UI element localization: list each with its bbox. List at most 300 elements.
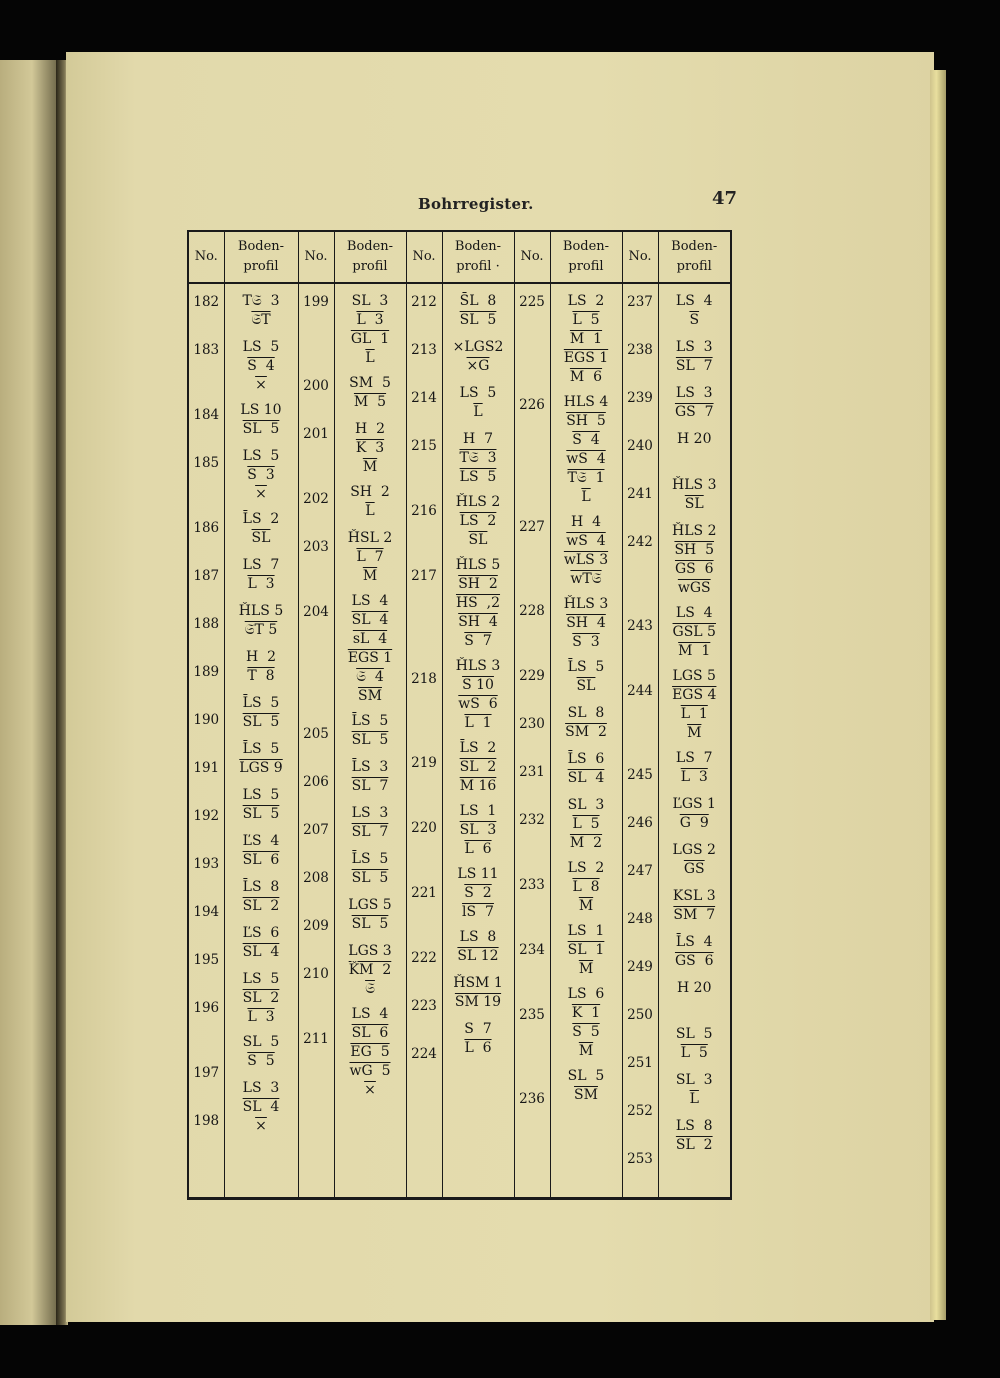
profile-layer: SL 5 [242, 1034, 280, 1050]
boring-number: 182 [193, 294, 220, 310]
profile-layer: GSL 5 [672, 624, 716, 640]
profile-layer: $\overline{M}$ [687, 725, 702, 741]
soil-profile [335, 374, 406, 420]
soil-profile [225, 832, 298, 878]
profile-layer: LGS 3 [348, 943, 392, 959]
profile-layer: LS 5 [242, 448, 280, 464]
profile-layer: LGS 5 [672, 668, 716, 684]
soil-profile [335, 529, 406, 592]
profile-layer: L 5 [680, 1045, 708, 1061]
boring-number: 251 [627, 1055, 653, 1071]
profile-layer: K 1 [571, 1005, 601, 1021]
profile-layer: $\overline{M}$ [578, 1043, 594, 1059]
boring-number: 247 [627, 863, 653, 879]
profile-layer: H 20 [677, 980, 712, 996]
boring-number: 200 [303, 378, 329, 394]
profile-layer: × [364, 1082, 376, 1098]
boring-number: 244 [627, 683, 653, 699]
column-header-no: No. [298, 231, 334, 283]
boring-number: 239 [627, 390, 653, 406]
profile-layer: × [255, 486, 267, 502]
profile-layer: M 16 [459, 778, 497, 794]
profile-layer: S 7 [464, 633, 492, 649]
boring-number: 243 [627, 618, 653, 634]
profile-layer: ǨM 2 [348, 962, 392, 978]
soil-profile [443, 739, 514, 802]
page-number: 47 [712, 188, 738, 209]
boring-number: 220 [411, 820, 437, 836]
soil-profile [335, 850, 406, 896]
soil-profile [443, 865, 514, 928]
soil-profile [225, 556, 298, 602]
profile-layer: wT𝔖 [570, 571, 602, 587]
soil-profile [335, 712, 406, 758]
number-column [298, 283, 334, 1199]
profile-layer: L 5 [572, 312, 600, 328]
boring-number: 240 [627, 438, 653, 454]
boring-number: 235 [519, 1007, 545, 1023]
profile-layer: ȞLS 3 [455, 658, 501, 674]
profile-layer: wS 4 [566, 533, 606, 549]
soil-profile [443, 292, 514, 338]
profile-layer: GL 1 [350, 331, 390, 347]
boring-number: 207 [303, 822, 329, 838]
column-header-bodenprofil: Boden- profil [334, 231, 406, 283]
soil-profile [551, 595, 622, 658]
boring-number: 245 [627, 767, 653, 783]
profile-layer: T𝔖 1 [567, 470, 605, 486]
profile-layer: 𝔖 4 [356, 669, 384, 685]
profile-layer: SL 2 [459, 759, 497, 775]
boring-number: 236 [519, 1091, 545, 1107]
boring-number: 221 [411, 885, 437, 901]
boring-number: 193 [193, 856, 220, 872]
profile-layer: S 4 [572, 432, 600, 448]
profile-layer: SL 5 [242, 806, 280, 822]
soil-profile [659, 667, 731, 749]
profile-layer: LS 3 [675, 339, 713, 355]
profile-layer: LS 7 [675, 750, 713, 766]
profile-layer: S 2 [464, 885, 492, 901]
profile-layer: ×G [466, 358, 490, 374]
profile-layer: HLS 4 [563, 394, 609, 410]
profile-layer: $\overline{M}$ [578, 898, 594, 914]
profile-layer: S 3 [572, 634, 600, 650]
soil-profile [335, 292, 406, 374]
number-column [514, 283, 550, 1199]
soil-profile [551, 859, 622, 922]
profile-layer: LS 5 [242, 339, 280, 355]
profile-layer: LS 4 [351, 1006, 389, 1022]
profile-layer: SH 2 [350, 484, 390, 500]
profile-layer: ȞSM 1 [453, 975, 503, 991]
profile-layer: KSL 3 [672, 888, 716, 904]
boring-number: 204 [303, 604, 329, 620]
profile-layer: LS 6 [567, 986, 605, 1002]
profile-layer: GS 6 [674, 953, 714, 969]
boring-number: 190 [193, 712, 220, 728]
boring-number: 208 [303, 870, 329, 886]
boring-number: 242 [627, 534, 653, 550]
soil-profile [551, 796, 622, 859]
soil-profile [443, 493, 514, 556]
profile-layer: SL 2 [675, 1137, 713, 1153]
profile-layer: S 7 [464, 1021, 492, 1037]
profile-layer: SL 7 [351, 778, 389, 794]
soil-profile [659, 338, 731, 384]
profile-layer: SL 4 [351, 612, 389, 628]
profile-layer: SL 5 [459, 312, 497, 328]
soil-profile [335, 483, 406, 529]
profile-layer: L̄S 3 [351, 759, 389, 775]
profile-layer: SL 2 [242, 898, 280, 914]
profile-layer: M 2 [569, 835, 603, 851]
boring-number: 222 [411, 950, 437, 966]
boring-number: 194 [193, 904, 220, 920]
profile-layer: S 5 [247, 1053, 275, 1069]
boring-number: 213 [411, 342, 437, 358]
profile-layer: SL 6 [351, 1025, 389, 1041]
profile-layer: SL 3 [675, 1072, 713, 1088]
soil-profile [551, 922, 622, 985]
soil-profile [443, 657, 514, 739]
profile-layer: LS 10 [240, 402, 282, 418]
profile-layer: T𝔖 3 [459, 450, 497, 466]
boring-number: 187 [193, 568, 220, 584]
profile-layer: LGS 2 [672, 842, 716, 858]
column-header-no: No. [406, 231, 442, 283]
boring-number: 224 [411, 1046, 437, 1062]
profile-layer: ȞLS 5 [238, 603, 284, 619]
soil-profile [659, 476, 731, 522]
boring-number: 195 [193, 952, 220, 968]
soil-profile [659, 430, 731, 476]
profile-layer: SL 5 [242, 421, 280, 437]
profile-layer: H 7 [462, 431, 494, 447]
boring-number: 232 [519, 812, 545, 828]
soil-profile [659, 604, 731, 667]
soil-profile [551, 1067, 622, 1113]
profile-layer: L 3 [247, 576, 275, 592]
column-header-bodenprofil: Boden- profil · [442, 231, 514, 283]
profile-layer: wS 4 [566, 451, 606, 467]
profile-layer: SL 4 [242, 944, 280, 960]
profile-layer: L 7 [356, 549, 384, 565]
profile-layer: LS 1 [567, 923, 605, 939]
profile-column [550, 283, 622, 1199]
soil-profile [335, 942, 406, 1005]
profile-layer: LGS 9 [239, 760, 283, 776]
profile-layer: 𝔖T [251, 312, 271, 328]
profile-layer: SH 4 [566, 615, 606, 631]
soil-profile [225, 924, 298, 970]
soil-profile [551, 658, 622, 704]
soil-profile [443, 1020, 514, 1066]
profile-layer: SL 12 [457, 948, 499, 964]
soil-profile [335, 1005, 406, 1106]
soil-profile [659, 292, 731, 338]
soil-profile [551, 704, 622, 750]
left-page-edge [0, 60, 58, 1325]
soil-profile [335, 420, 406, 483]
profile-layer: SL 5 [242, 714, 280, 730]
profile-layer: L̄S 2 [242, 511, 280, 527]
profile-layer: SL 5 [351, 870, 389, 886]
profile-layer: ĽS 6 [242, 925, 280, 941]
boring-number: 237 [627, 294, 653, 310]
profile-layer: GS 6 [674, 561, 714, 577]
boring-number: 192 [193, 808, 220, 824]
bohrregister-table [187, 230, 732, 1200]
profile-layer: $\overline{SL}$ [576, 678, 596, 694]
soil-profile [551, 513, 622, 595]
profile-layer: LS 1 [459, 803, 497, 819]
boring-number: 230 [519, 716, 545, 732]
profile-layer: $\overline{L}$ [365, 503, 375, 519]
boring-number: 252 [627, 1103, 653, 1119]
profile-layer: × [255, 1118, 267, 1134]
profile-layer: SL 5 [567, 1068, 605, 1084]
boring-number: 189 [193, 664, 220, 680]
running-header: Bohrregister. [418, 195, 534, 213]
profile-layer: SL 2 [242, 990, 280, 1006]
profile-layer: ȞLS 3 [563, 596, 609, 612]
profile-layer: LS 5 [242, 787, 280, 803]
soil-profile [443, 928, 514, 974]
profile-layer: S̄L 8 [459, 293, 497, 309]
soil-profile [551, 985, 622, 1067]
profile-layer: LS 3 [351, 805, 389, 821]
profile-layer: SM 7 [673, 907, 716, 923]
profile-layer: SL 3 [351, 293, 389, 309]
boring-number: 216 [411, 503, 437, 519]
boring-number: 225 [519, 294, 545, 310]
profile-layer: ×LGS2 [452, 339, 504, 355]
profile-layer: 𝔖T 5 [244, 622, 278, 638]
boring-number: 214 [411, 390, 437, 406]
profile-layer: M 1 [678, 643, 711, 659]
soil-profile [659, 522, 731, 604]
boring-number: 210 [303, 966, 329, 982]
profile-layer: L 5 [572, 816, 600, 832]
soil-profile [225, 447, 298, 510]
profile-layer: L 3 [680, 769, 708, 785]
profile-column [334, 283, 406, 1199]
profile-layer: L̄S 5 [351, 851, 389, 867]
profile-layer: T 8 [247, 668, 275, 684]
profile-layer: L̄S 5 [242, 741, 280, 757]
soil-profile [659, 933, 731, 979]
soil-profile [659, 841, 731, 887]
profile-layer: SL 8 [567, 705, 605, 721]
profile-layer: SH 4 [458, 614, 498, 630]
boring-number: 218 [411, 671, 437, 687]
boring-number: 246 [627, 815, 653, 831]
soil-profile [225, 878, 298, 924]
soil-profile [225, 401, 298, 447]
column-header-bodenprofil: Boden- profil [224, 231, 298, 283]
boring-number: 234 [519, 942, 545, 958]
soil-profile [443, 974, 514, 1020]
profile-layer: M 1 [569, 331, 603, 347]
profile-layer: ȞLS 2 [672, 523, 717, 539]
profile-layer: SM 19 [454, 994, 502, 1010]
boring-number: 238 [627, 342, 653, 358]
soil-profile [335, 758, 406, 804]
boring-number: 201 [303, 426, 329, 442]
profile-layer: ĽS 4 [242, 833, 280, 849]
soil-profile [225, 648, 298, 694]
profile-layer: LS 8 [675, 1118, 713, 1134]
profile-layer: LS 8 [459, 929, 497, 945]
soil-profile [659, 1071, 731, 1117]
boring-number: 226 [519, 397, 545, 413]
soil-profile [225, 510, 298, 556]
profile-layer: SL 7 [675, 358, 713, 374]
profile-layer: $\overline{L}$ [365, 350, 375, 366]
profile-layer: SL 4 [242, 1099, 280, 1115]
profile-layer: ȞLS 3 [672, 477, 717, 493]
profile-layer: $\overline{S}$ [689, 312, 700, 328]
number-column [406, 283, 442, 1199]
profile-layer: LS 5 [459, 469, 497, 485]
profile-layer: $\overline{L}$ [689, 1091, 699, 1107]
boring-number: 249 [627, 959, 653, 975]
profile-layer: S 4 [247, 358, 275, 374]
profile-layer: K 3 [355, 440, 385, 456]
soil-profile [659, 384, 731, 430]
profile-layer: SL 5 [675, 1026, 713, 1042]
profile-layer: H 2 [245, 649, 277, 665]
profile-layer: HS ,2 [455, 595, 501, 611]
boring-number: 223 [411, 998, 437, 1014]
profile-layer: $\overline{M}$ [362, 459, 378, 475]
profile-layer: L 1 [464, 715, 492, 731]
soil-profile [335, 896, 406, 942]
soil-profile [225, 970, 298, 1033]
soil-profile [551, 750, 622, 796]
boring-number: 250 [627, 1007, 653, 1023]
profile-layer: L̄S 5 [567, 659, 605, 675]
profile-layer: $\overline{SM}$ [358, 688, 382, 704]
profile-layer: H 20 [677, 431, 712, 447]
profile-layer: SL 3 [567, 797, 605, 813]
boring-number: 203 [303, 539, 329, 555]
profile-layer: ȞLS 2 [455, 494, 501, 510]
soil-profile [335, 804, 406, 850]
profile-layer: $\overline{M}$ [362, 568, 378, 584]
profile-layer: LS 11 [457, 866, 499, 882]
profile-layer: T𝔖 3 [242, 293, 280, 309]
profile-layer: SL 5 [351, 916, 389, 932]
boring-number: 198 [193, 1113, 220, 1129]
profile-layer: M 6 [569, 369, 603, 385]
soil-profile [225, 1033, 298, 1079]
profile-layer: wS 6 [458, 696, 498, 712]
profile-layer: SL 5 [351, 732, 389, 748]
profile-layer: SL 1 [567, 942, 605, 958]
profile-layer: SL 7 [351, 824, 389, 840]
boring-number: 219 [411, 755, 437, 771]
boring-number: 183 [193, 342, 220, 358]
soil-profile [659, 1117, 731, 1163]
profile-layer: S 5 [572, 1024, 600, 1040]
profile-layer: SH 2 [458, 576, 498, 592]
profile-layer: L 1 [680, 706, 708, 722]
column-header-no: No. [622, 231, 658, 283]
profile-layer: SH 5 [674, 542, 715, 558]
profile-column [224, 283, 298, 1199]
profile-layer: LS 5 [242, 971, 280, 987]
boring-number: 188 [193, 616, 220, 632]
soil-profile [443, 430, 514, 493]
soil-profile [335, 592, 406, 712]
profile-layer: EG 5 [350, 1044, 390, 1060]
soil-profile [443, 384, 514, 430]
profile-layer: LS 4 [675, 605, 713, 621]
soil-profile [443, 556, 514, 657]
profile-layer: $\overline{M}$ [578, 961, 594, 977]
column-header-bodenprofil: Boden- profil [658, 231, 731, 283]
profile-layer: L̄S 6 [567, 751, 605, 767]
boring-number: 185 [193, 455, 220, 471]
profile-layer: S 3 [247, 467, 275, 483]
boring-number: 241 [627, 486, 653, 502]
profile-layer: H 4 [570, 514, 602, 530]
profile-layer: wLS 3 [563, 552, 609, 568]
boring-number: 233 [519, 877, 545, 893]
soil-profile [225, 786, 298, 832]
boring-number: 227 [519, 519, 545, 535]
profile-column [658, 283, 731, 1199]
profile-layer: ĽGS 1 [672, 796, 716, 812]
profile-layer: LGS 5 [348, 897, 392, 913]
profile-layer: SL 6 [242, 852, 280, 868]
profile-layer: S 10 [462, 677, 494, 693]
page-stack-edge [930, 70, 946, 1320]
profile-layer: $\overline{SL}$ [468, 532, 488, 548]
boring-number: 206 [303, 774, 329, 790]
profile-layer: H 2 [354, 421, 386, 437]
soil-profile [659, 1025, 731, 1071]
profile-layer: LS 2 [567, 293, 605, 309]
boring-number: 191 [193, 760, 220, 776]
boring-number: 205 [303, 726, 329, 742]
profile-layer: ȞLS 5 [455, 557, 501, 573]
profile-layer: SL 4 [567, 770, 605, 786]
profile-layer: L 8 [572, 879, 600, 895]
boring-number: 184 [193, 407, 220, 423]
profile-layer: L̄S 4 [675, 934, 713, 950]
profile-layer: EGS 1 [563, 350, 609, 366]
profile-layer: wG 5 [349, 1063, 391, 1079]
profile-layer: LS 2 [459, 513, 497, 529]
profile-layer: G 9 [679, 815, 709, 831]
boring-number: 186 [193, 520, 220, 536]
profile-layer: L 6 [464, 1040, 492, 1056]
profile-layer: SM 5 [349, 375, 391, 391]
profile-layer: EGS 1 [347, 650, 393, 666]
profile-layer: LS 4 [351, 593, 389, 609]
boring-number: 217 [411, 568, 437, 584]
profile-layer: $\overline{L}$ [581, 489, 591, 505]
boring-number: 231 [519, 764, 545, 780]
profile-layer: L̄S 2 [459, 740, 497, 756]
profile-layer: L 3 [247, 1009, 275, 1025]
soil-profile [659, 979, 731, 1025]
profile-layer: lS 7 [462, 904, 494, 920]
soil-profile [225, 1079, 298, 1142]
